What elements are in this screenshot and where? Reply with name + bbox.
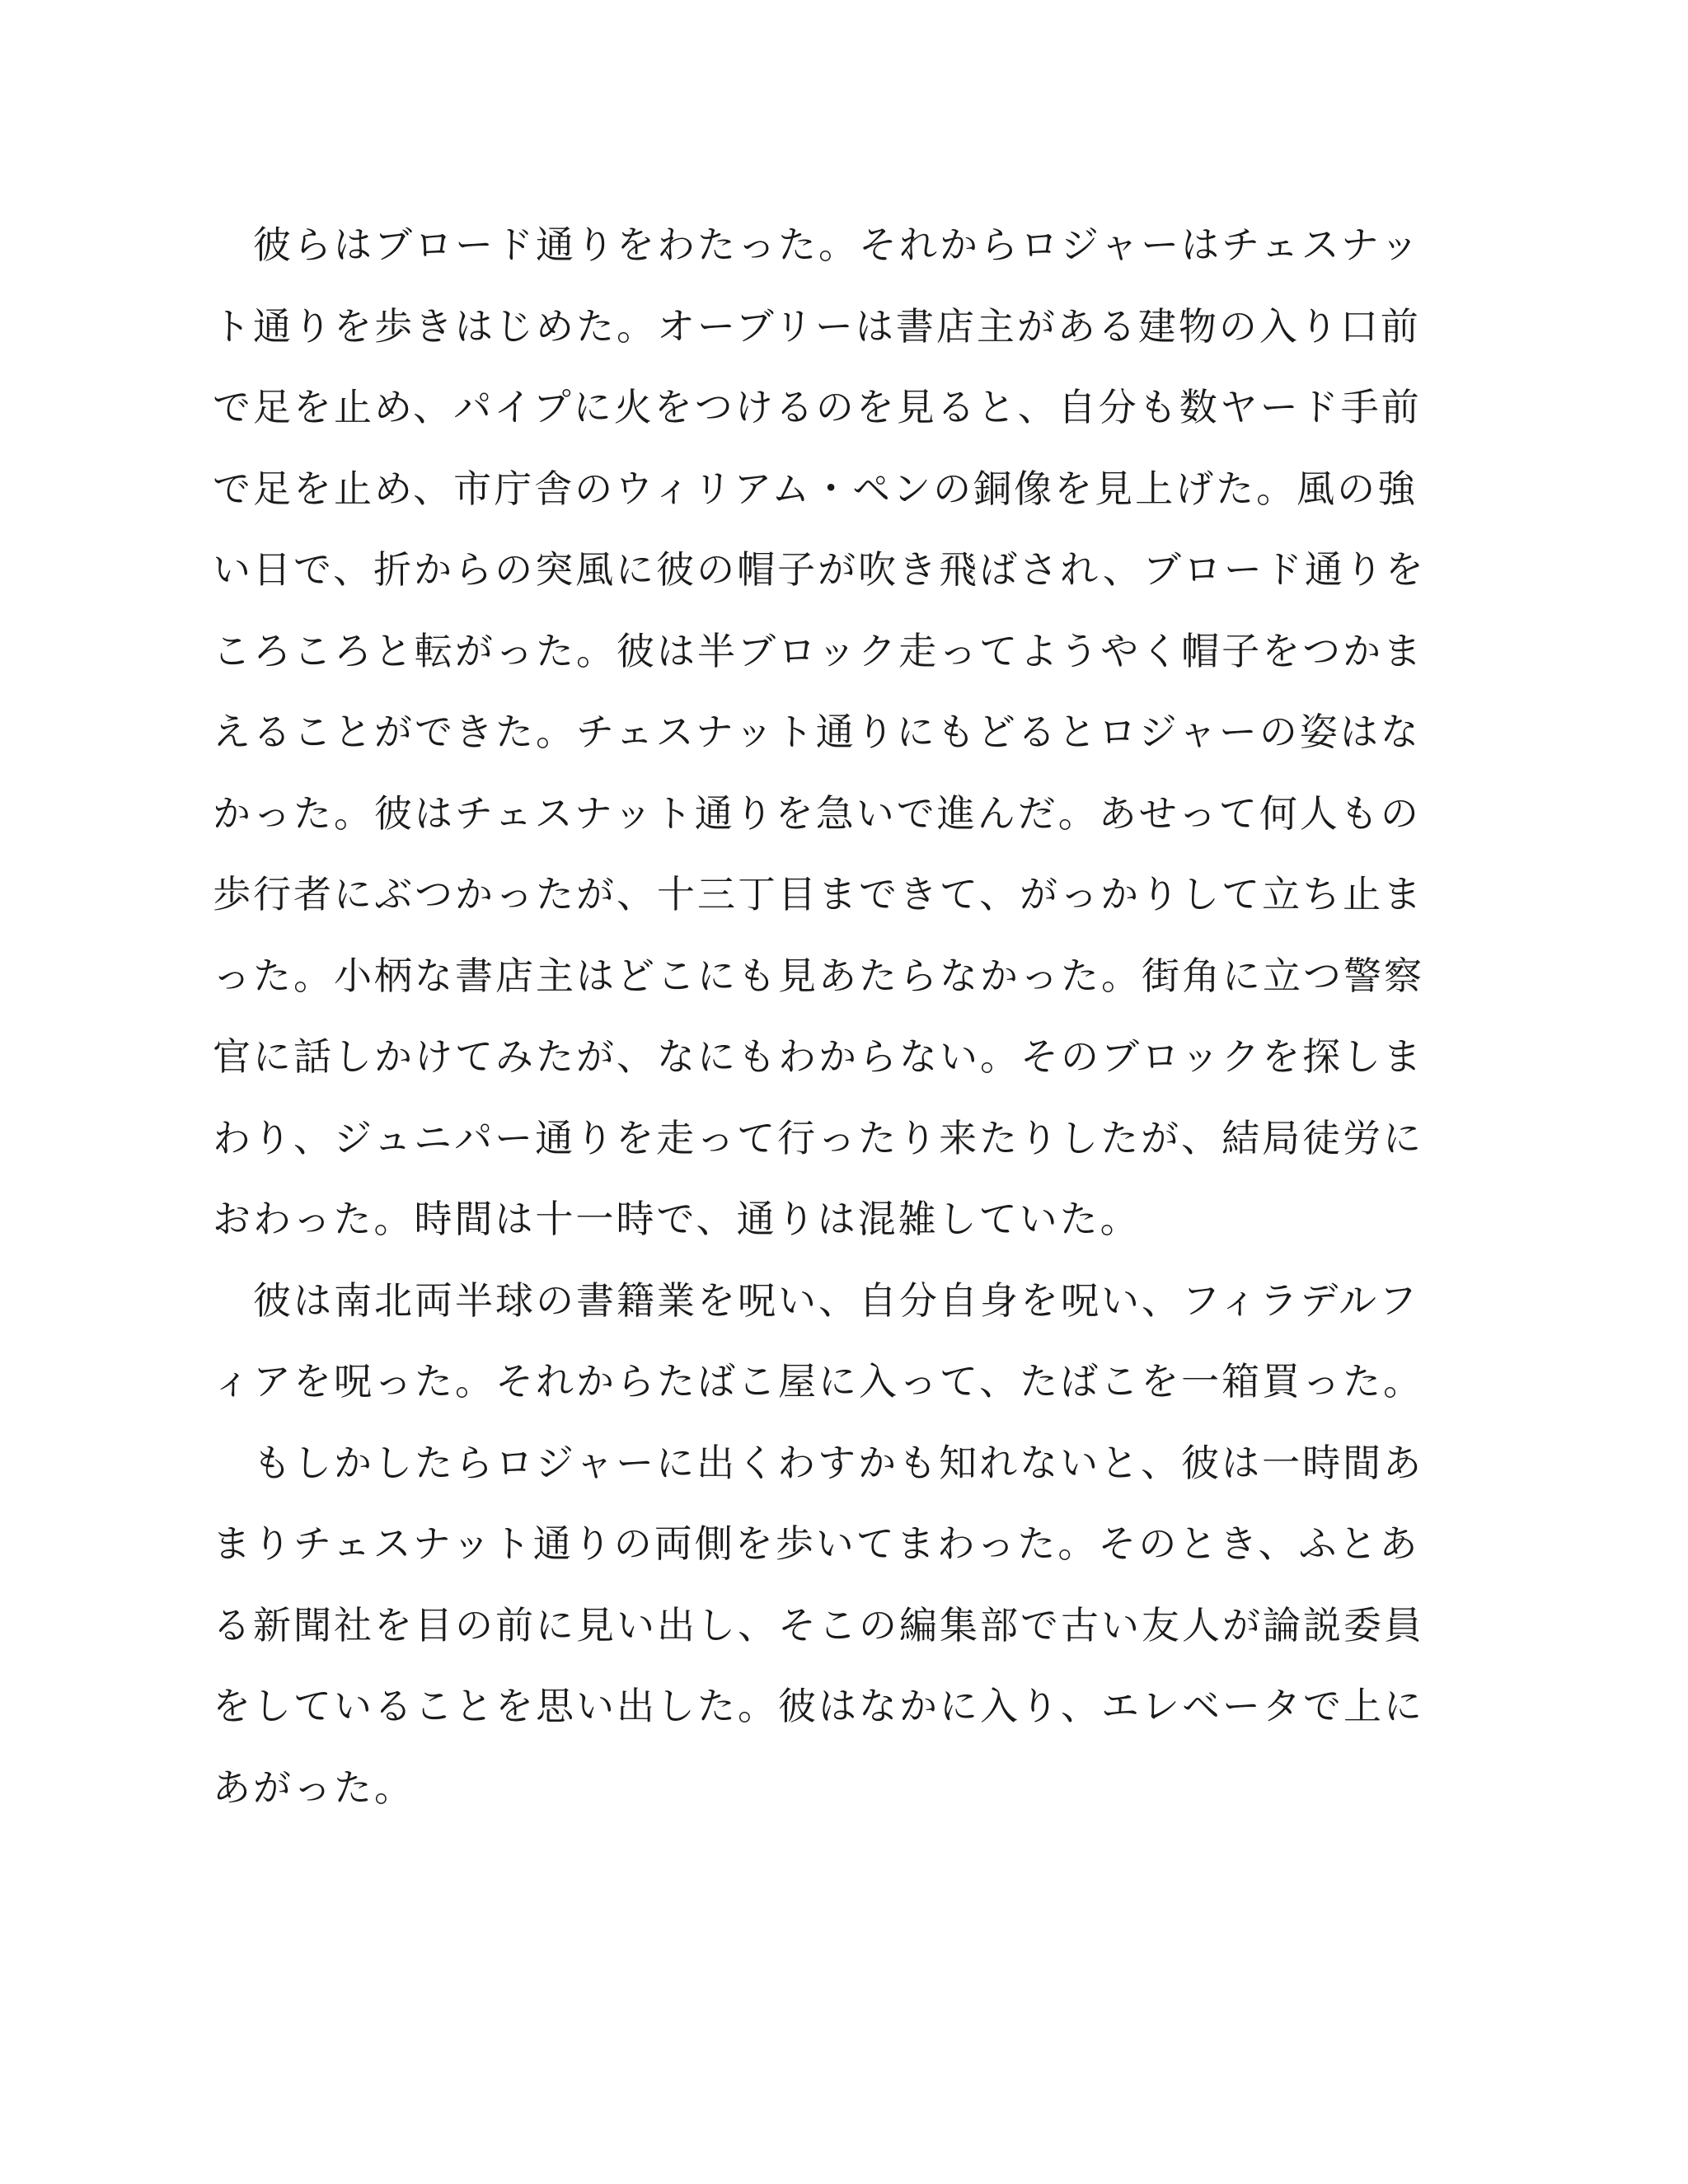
text-line: をしていることを思い出した。彼はなかに入り、エレベータで上に <box>213 1684 1424 1728</box>
text-line: まりチェスナット通りの両側を歩いてまわった。そのとき、ふとあ <box>213 1521 1420 1566</box>
text-line: わり、ジュニパー通りを走って行ったり来たりしたが、結局徒労に <box>213 1115 1424 1160</box>
text-line: えることができた。チェスナット通りにもどるとロジャーの姿はな <box>213 710 1421 754</box>
text-line: おわった。時間は十一時で、通りは混雑していた。 <box>213 1197 1141 1241</box>
text-line: かった。彼はチェスナット通りを急いで進んだ。あせって何人もの <box>213 790 1421 836</box>
text-line: 歩行者にぶつかったが、十三丁目まできて、がっかりして立ち止ま <box>213 872 1424 916</box>
text-line: ト通りを歩きはじめた。オーブリーは書店主がある建物の入り口前 <box>213 303 1421 349</box>
text-line: もしかしたらロジャーに出くわすかも知れないと、彼は一時間あ <box>213 1440 1424 1485</box>
text-line: ころころと転がった。彼は半ブロック走ってようやく帽子をつかま <box>213 628 1424 673</box>
body-text <box>213 204 1449 1828</box>
text-line: で足を止め、パイプに火をつけるのを見ると、自分も数ヤード手前 <box>213 385 1422 429</box>
text-line: った。小柄な書店主はどこにも見あたらなかった。街角に立つ警察 <box>213 953 1424 998</box>
text-line: 官に話しかけてみたが、なにもわからない。そのブロックを探しま <box>213 1034 1424 1079</box>
text-line: る新聞社を目の前に見い出し、そこの編集部で古い友人が論説委員 <box>213 1602 1424 1647</box>
text-line: ィアを呪った。それからたばこ屋に入って、たばこを一箱買った。 <box>213 1359 1424 1404</box>
text-line: あがった。 <box>213 1765 415 1810</box>
text-line: 彼は南北両半球の書籍業を呪い、自分自身を呪い、フィラデルフ <box>213 1277 1420 1323</box>
text-line: い日で、折からの突風に彼の帽子が吹き飛ばされ、ブロード通りを <box>213 547 1426 592</box>
text-line: 彼らはブロード通りをわたった。それからロジャーはチェスナッ <box>213 223 1421 267</box>
text-line: で足を止め、市庁舎のウィリアム・ペンの銅像を見上げた。風の強 <box>213 466 1418 511</box>
